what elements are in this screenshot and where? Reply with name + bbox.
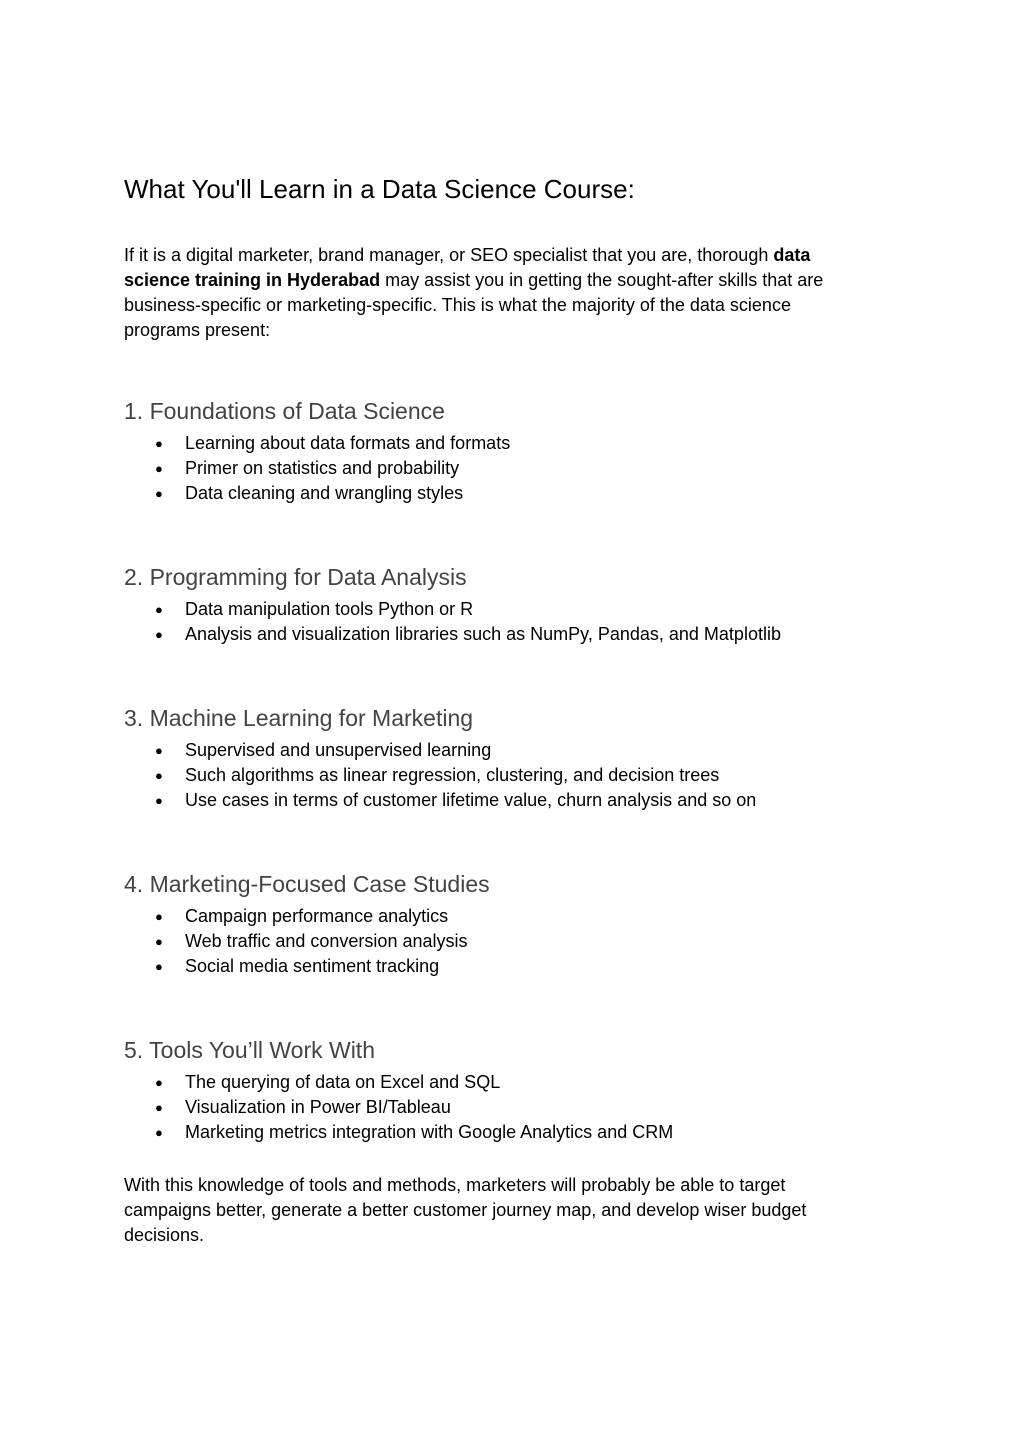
list-item (124, 738, 884, 763)
list-item (124, 788, 884, 813)
bullet-list (124, 738, 884, 813)
list-item-text: Marketing metrics integration with Google Analytics and CRM (185, 1122, 674, 1142)
bullet-icon: ● (155, 934, 163, 949)
intro-text-end: may assist you in getting the sought-after skills that are business-specific or marketing-specific. This is what the majority of the data science programs present: (124, 270, 824, 340)
list-item-text: Supervised and unsupervised learning (185, 740, 492, 760)
list-item (124, 929, 884, 954)
section-heading: 5. Tools You’ll Work With (124, 1037, 375, 1063)
document-title: What You'll Learn in a Data Science Course: (124, 174, 635, 204)
bullet-list (124, 431, 884, 506)
intro-paragraph (124, 243, 869, 343)
list-item (124, 1120, 884, 1145)
section-case-studies (124, 869, 884, 979)
bullet-list (124, 1070, 884, 1145)
list-item-text: Such algorithms as linear regression, clustering, and decision trees (185, 765, 720, 785)
section-heading: 1. Foundations of Data Science (124, 398, 445, 424)
bullet-icon: ● (155, 959, 163, 974)
bullet-icon: ● (155, 627, 163, 642)
closing-paragraph: With this knowledge of tools and methods, marketers will probably be able to target campaigns better, generate a better customer journey map, and develop wiser budget decisions. (124, 1175, 807, 1245)
list-item (124, 597, 884, 622)
bullet-list (124, 597, 884, 647)
bullet-icon: ● (155, 1100, 163, 1115)
list-item-text: Primer on statistics and probability (185, 458, 460, 478)
section-tools (124, 1035, 884, 1145)
bullet-icon: ● (155, 793, 163, 808)
list-item (124, 622, 884, 647)
section-machine-learning (124, 703, 884, 813)
section-heading: 4. Marketing-Focused Case Studies (124, 871, 490, 897)
list-item-text: Campaign performance analytics (185, 906, 449, 926)
bullet-icon: ● (155, 486, 163, 501)
bullet-icon: ● (155, 909, 163, 924)
bullet-icon: ● (155, 436, 163, 451)
section-heading: 3. Machine Learning for Marketing (124, 705, 474, 731)
list-item-text: The querying of data on Excel and SQL (185, 1072, 501, 1092)
list-item-text: Social media sentiment tracking (185, 956, 440, 976)
list-item (124, 954, 884, 979)
list-item-text: Analysis and visualization libraries such as NumPy, Pandas, and Matplotlib (185, 624, 781, 644)
list-item-text: Use cases in terms of customer lifetime value, churn analysis and so on (185, 790, 757, 810)
list-item (124, 1095, 884, 1120)
bullet-icon: ● (155, 1075, 163, 1090)
list-item-text: Web traffic and conversion analysis (185, 931, 468, 951)
list-item-text: Data cleaning and wrangling styles (185, 483, 464, 503)
list-item (124, 481, 884, 506)
intro-bold-phrase: data science training in Hyderabad (124, 245, 811, 290)
bullet-icon: ● (155, 743, 163, 758)
list-item (124, 456, 884, 481)
intro-text-start: If it is a digital marketer, brand manager, or SEO specialist that you are, thorough (124, 245, 774, 265)
section-foundations (124, 396, 884, 506)
list-item (124, 904, 884, 929)
bullet-icon: ● (155, 768, 163, 783)
list-item-text: Learning about data formats and formats (185, 433, 511, 453)
list-item-text: Visualization in Power BI/Tableau (185, 1097, 451, 1117)
bullet-icon: ● (155, 602, 163, 617)
list-item (124, 1070, 884, 1095)
section-heading: 2. Programming for Data Analysis (124, 564, 467, 590)
list-item (124, 763, 884, 788)
bullet-list (124, 904, 884, 979)
bullet-icon: ● (155, 461, 163, 476)
list-item-text: Data manipulation tools Python or R (185, 599, 474, 619)
bullet-icon: ● (155, 1125, 163, 1140)
section-programming (124, 562, 884, 647)
list-item (124, 431, 884, 456)
